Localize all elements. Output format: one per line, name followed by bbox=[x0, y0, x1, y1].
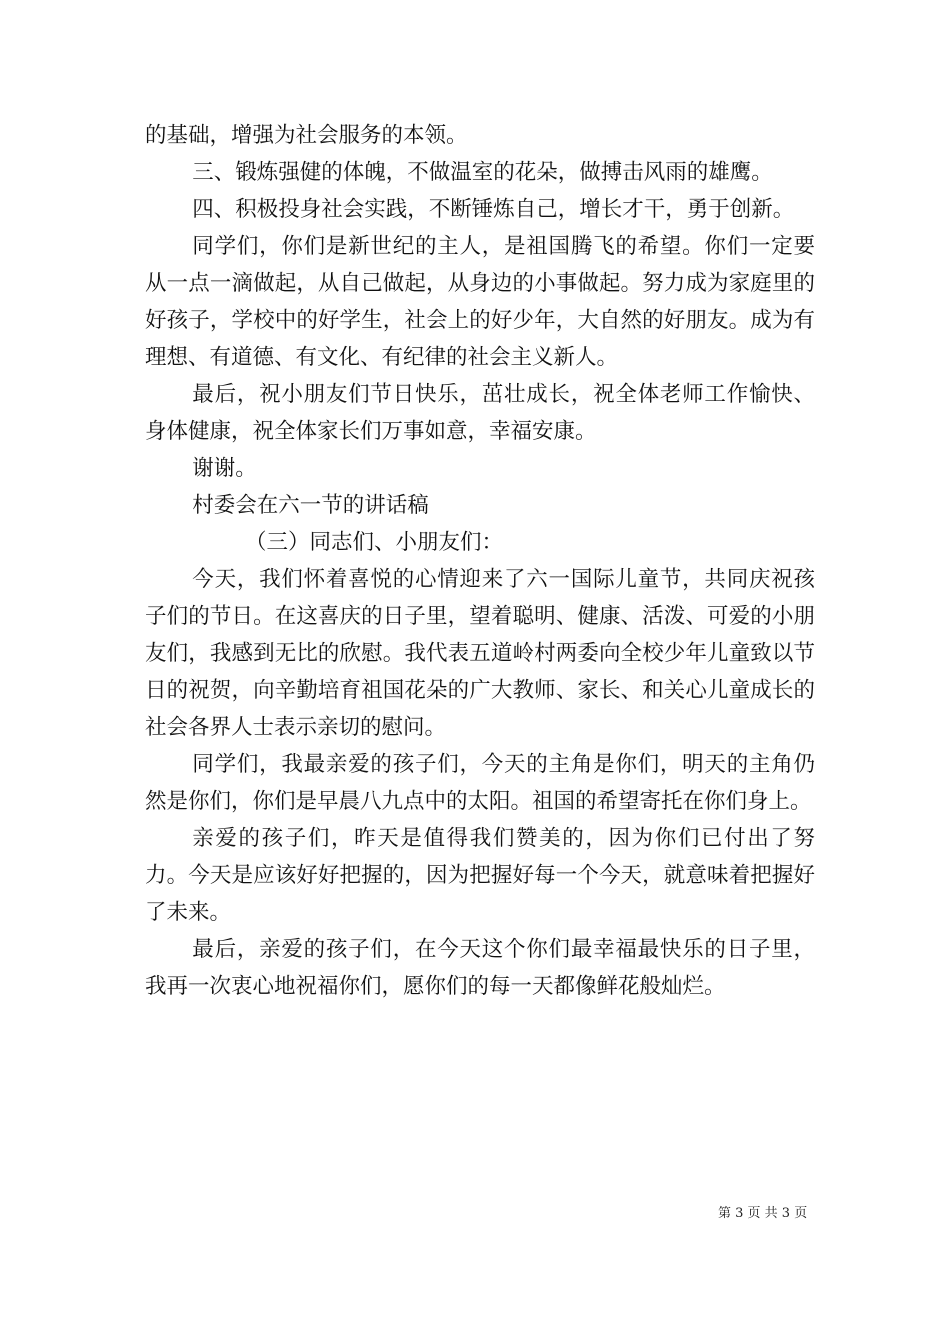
paragraph-thanks: 谢谢。 bbox=[192, 456, 257, 481]
document-body bbox=[145, 117, 815, 1005]
salutation: （三）同志们、小朋友们： bbox=[244, 530, 503, 555]
paragraph-point-four: 四、积极投身社会实践，不断锤炼自己，增长才干，勇于创新。 bbox=[192, 197, 795, 222]
paragraph-final-blessing: 最后，亲爱的孩子们，在今天这个你们最幸福最快乐的日子里，我再一次衷心地祝福你们，愿你们的每一天都像鲜花般灿烂。 bbox=[145, 937, 815, 999]
paragraph-continuation: 的基础，增强为社会服务的本领。 bbox=[145, 123, 468, 148]
page-number-footer: 第 3 页 共 3 页 bbox=[718, 1206, 808, 1221]
section-title: 村委会在六一节的讲话稿 bbox=[192, 493, 429, 518]
paragraph-yesterday-today: 亲爱的孩子们，昨天是值得我们赞美的，因为你们已付出了努力。今天是应该好好把握的，因为把握好每一个今天，就意味着把握好了未来。 bbox=[145, 826, 815, 925]
paragraph-closing-wishes: 最后，祝小朋友们节日快乐，茁壮成长，祝全体老师工作愉快、身体健康，祝全体家长们万事如意，幸福安康。 bbox=[145, 382, 815, 444]
paragraph-point-three: 三、锻炼强健的体魄，不做温室的花朵，做搏击风雨的雄鹰。 bbox=[192, 160, 773, 185]
paragraph-students-hope: 同学们，你们是新世纪的主人，是祖国腾飞的希望。你们一定要从一点一滴做起，从自己做起，从身边的小事做起。努力成为家庭里的好孩子，学校中的好学生，社会上的好少年，大自然的好朋友。成为有理想、有道德、有文化、有纪律的社会主义新人。 bbox=[145, 234, 815, 370]
paragraph-protagonists: 同学们，我最亲爱的孩子们，今天的主角是你们，明天的主角仍然是你们，你们是早晨八九点中的太阳。祖国的希望寄托在你们身上。 bbox=[145, 752, 815, 814]
paragraph-childrens-day-greeting: 今天，我们怀着喜悦的心情迎来了六一国际儿童节，共同庆祝孩子们的节日。在这喜庆的日子里，望着聪明、健康、活泼、可爱的小朋友们，我感到无比的欣慰。我代表五道岭村两委向全校少年儿童致以节日的祝贺，向辛勤培育祖国花朵的广大教师、家长、和关心儿童成长的社会各界人士表示亲切的慰问。 bbox=[145, 567, 815, 740]
